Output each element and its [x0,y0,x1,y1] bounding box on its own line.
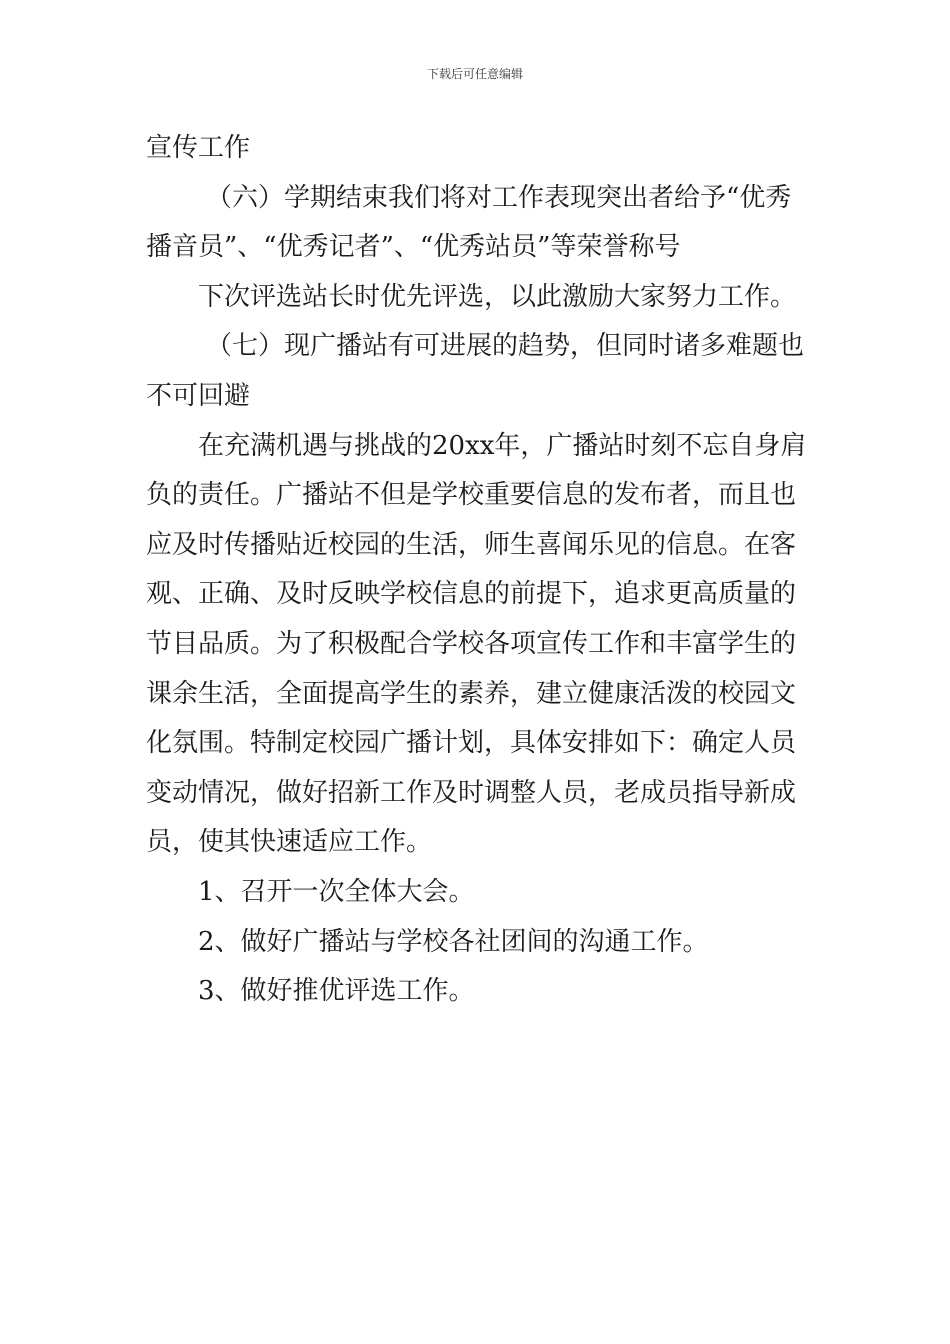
text-line: 化氛围。特制定校园广播计划，具体安排如下：确定人员 [146,728,797,759]
list-item: 3、做好推优评选工作。 [198,976,475,1007]
text-line: 负的责任。广播站不但是学校重要信息的发布者，而且也 [146,480,797,511]
list-item: 2、做好广播站与学校各社团间的沟通工作。 [198,926,709,957]
text-line: （七）现广播站有可进展的趋势，但同时诸多难题也 [206,331,805,362]
text-line: 下次评选站长时优先评选，以此激励大家努力工作。 [198,281,797,312]
text-line: 员，使其快速适应工作。 [146,827,433,858]
document-body [146,124,810,1017]
text-line: 观、正确、及时反映学校信息的前提下，追求更高质量的 [146,579,797,610]
text-line: 应及时传播贴近校园的生活，师生喜闻乐见的信息。在客 [146,529,797,560]
text-line: 节目品质。为了积极配合学校各项宣传工作和丰富学生的 [146,628,797,659]
text-line: 不可回避 [146,380,251,411]
text-line: 宣传工作 [146,133,251,163]
text-line: 变动情况，做好招新工作及时调整人员，老成员指导新成 [146,777,797,808]
text-line: 播音员”、“优秀记者”、“优秀站员”等荣誉称号 [146,232,681,263]
text-line: 课余生活，全面提高学生的素养，建立健康活泼的校园文 [146,678,797,709]
text-line: （六）学期结束我们将对工作表现突出者给予“优秀 [206,182,792,213]
text-line: 在充满机遇与挑战的20xx年，广播站时刻不忘自身肩 [198,430,807,461]
page-header: 下载后可任意编辑 [426,67,523,81]
list-item: 1、召开一次全体大会。 [198,876,475,907]
